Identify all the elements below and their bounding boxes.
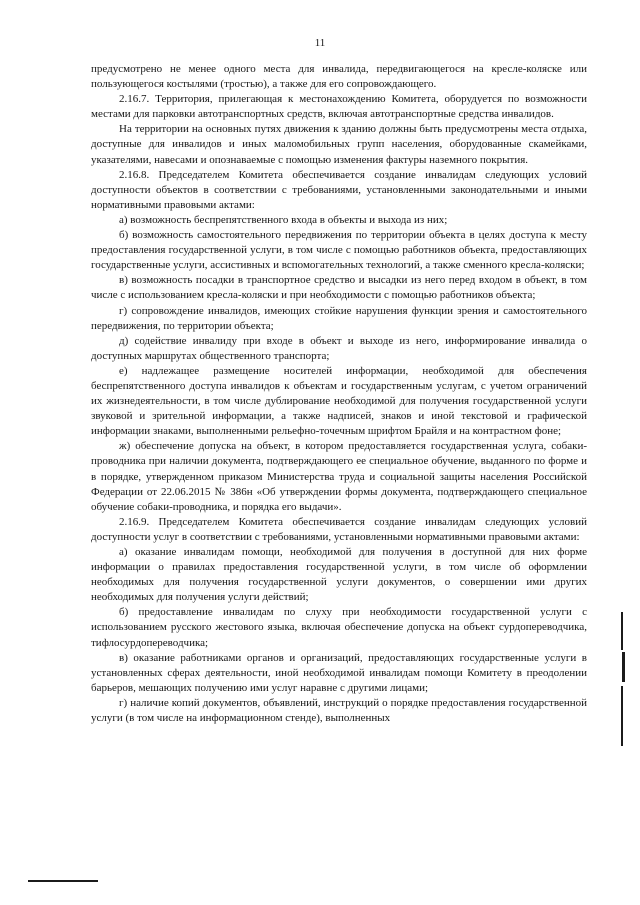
list-item-d: д) содействие инвалиду при входе в объект и выходе из него, информирование инвалида о доступных маршрутах общественного транспорта; xyxy=(91,334,587,362)
footer-rule xyxy=(28,880,98,882)
paragraph: предусмотрено не менее одного места для инвалида, передвигающегося на кресле-коляске или пользующегося костылями (тростью), а также для его сопровождающего. xyxy=(91,63,587,91)
paragraph-2-16-7: 2.16.7. Территория, прилегающая к местонахождению Комитета, оборудуется по возможности местами для парковки автотранспортных средств, включая автотранспортные средства инвалидов. xyxy=(91,93,587,121)
document-body xyxy=(91,62,587,726)
list-item-g: г) сопровождение инвалидов, имеющих стойкие нарушения функции зрения и самостоятельного передвижения, по территории объекта; xyxy=(91,304,587,332)
paragraph-2-16-9: 2.16.9. Председателем Комитета обеспечивается создание инвалидам следующих условий доступности услуг в соответствии с требованиями, установленными нормативными правовыми актами: xyxy=(91,515,587,543)
page-number: 11 xyxy=(314,37,326,49)
scan-edge-mark xyxy=(621,686,623,746)
scan-edge-mark xyxy=(621,612,623,650)
list-item-g: г) наличие копий документов, объявлений, инструкций о порядке предоставления государственной услуги (в том числе на информационном стенде), выполненных xyxy=(91,696,587,725)
list-item-v: в) возможность посадки в транспортное средство и высадки из него перед входом в объект, в том числе с использованием кресла-коляски и при необходимости с помощью работников объекта; xyxy=(91,274,587,302)
paragraph: На территории на основных путях движения к зданию должны быть предусмотрены места отдыха, доступные для инвалидов и иных маломобильных групп населения, оборудованные скамейками, указателями, навесами и опознаваемые с помощью изменения фактуры наземного покрытия. xyxy=(91,123,587,166)
scan-edge-mark xyxy=(622,652,625,682)
list-item-b: б) предоставление инвалидам по слуху при необходимости государственной услуги с использованием русского жестового языка, включая обеспечение допуска на объект сурдопереводчика, тифлосурдопереводчика; xyxy=(91,606,587,649)
list-item-v: в) оказание работниками органов и организаций, предоставляющих государственные услуги в установленных сферах деятельности, иной необходимой инвалидам помощи Комитету в преодолении барьеров, мешающих получению ими услуг наравне с другими лицами; xyxy=(91,651,587,694)
list-item-e: е) надлежащее размещение носителей информации, необходимой для обеспечения беспрепятственного доступа инвалидов к объектам и государственным услугам, с учетом ограничений их жизнедеятельности, в том числе дублирование необходимой для получения государственной услуги звуковой и зрительной информации, а также надписей, знаков и иной текстовой и графической информации знаками, выполненными рельефно-точечным шрифтом Брайля и на контрастном фоне; xyxy=(91,364,587,438)
list-item-b: б) возможность самостоятельного передвижения по территории объекта в целях доступа к месту предоставления государственной услуги, в том числе с помощью работников объекта, предоставляющих государственные услуги, ассистивных и вспомогательных технологий, а также сменного кресла-коляски; xyxy=(91,229,587,272)
list-item-a: а) возможность беспрепятственного входа в объекты и выхода из них; xyxy=(119,213,448,226)
paragraph-2-16-8: 2.16.8. Председателем Комитета обеспечивается создание инвалидам следующих условий доступности объектов в соответствии с требованиями, установленными законодательными и иными нормативными правовыми актами: xyxy=(91,168,587,211)
list-item-zh: ж) обеспечение допуска на объект, в котором предоставляется государственная услуга, собаки-проводника при наличии документа, подтверждающего ее специальное обучение, выданного по форме и в порядке, утвержденном приказом Министерства труда и социальной защиты населения Российской Федерации от 22.06.2015 № 386н «Об утверждении формы документа, подтверждающего специальное обучение собаки-проводника, и порядка его выдачи». xyxy=(91,440,587,513)
list-item-a: а) оказание инвалидам помощи, необходимой для получения в доступной для них форме информации о правилах предоставления государственной услуги, в том числе об оформлении необходимых для получения государственной услуги документов, о совершении ими других необходимых для получения услуги действий; xyxy=(91,546,587,604)
